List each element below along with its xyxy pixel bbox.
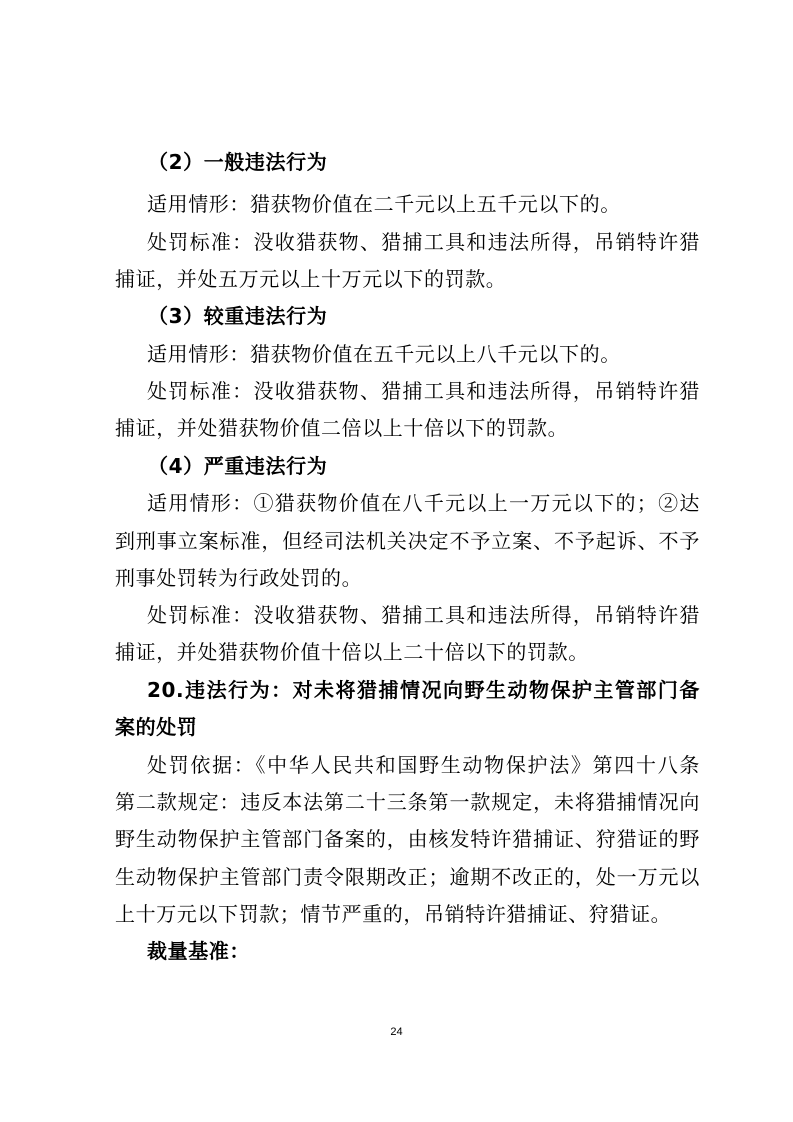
paragraph-line: 刑事处罚转为行政处罚的。 [115,566,363,590]
paragraph-line: 适用情形：猎获物价值在二千元以上五千元以下的。 [147,192,621,216]
section-heading-20-continuation: 案的处罚 [115,715,198,739]
paragraph-line: 捕证，并处猎获物价值十倍以上二十倍以下的罚款。 [115,640,589,664]
paragraph-line: 捕证，并处五万元以上十万元以下的罚款。 [115,267,507,291]
page-number: 24 [390,1026,403,1038]
paragraph-line: 上十万元以下罚款；情节严重的，吊销特许猎捕证、狩猎证。 [115,902,672,926]
heading-severe-violation: （4）严重违法行为 [148,454,328,478]
paragraph-line: 捕证，并处猎获物价值二倍以上十倍以下的罚款。 [115,416,569,440]
heading-serious-violation: （3）较重违法行为 [148,304,328,328]
paragraph-line: 处罚标准：没收猎获物、猎捕工具和违法所得，吊销特许猎 [147,603,700,627]
paragraph-line: 适用情形：猎获物价值在五千元以上八千元以下的。 [147,342,621,366]
paragraph-line: 适用情形：①猎获物价值在八千元以上一万元以下的；②达 [147,491,700,515]
section-heading-20: 20.违法行为：对未将猎捕情况向野生动物保护主管部门备 [147,678,700,702]
paragraph-line: 生动物保护主管部门责令限期改正；逾期不改正的，处一万元以 [115,865,700,889]
paragraph-line: 野生动物保护主管部门备案的，由核发特许猎捕证、狩猎证的野 [115,827,700,851]
heading-general-violation: （2）一般违法行为 [148,150,328,174]
paragraph-line: 处罚标准：没收猎获物、猎捕工具和违法所得，吊销特许猎 [147,230,700,254]
paragraph-line: 到刑事立案标准，但经司法机关决定不予立案、不予起诉、不予 [115,529,700,553]
heading-discretion-standard: 裁量基准： [147,939,250,963]
paragraph-line: 处罚依据：《中华人民共和国野生动物保护法》第四十八条 [147,753,700,777]
paragraph-line: 第二款规定：违反本法第二十三条第一款规定，未将猎捕情况向 [115,790,700,814]
paragraph-line: 处罚标准：没收猎获物、猎捕工具和违法所得，吊销特许猎 [147,379,700,403]
